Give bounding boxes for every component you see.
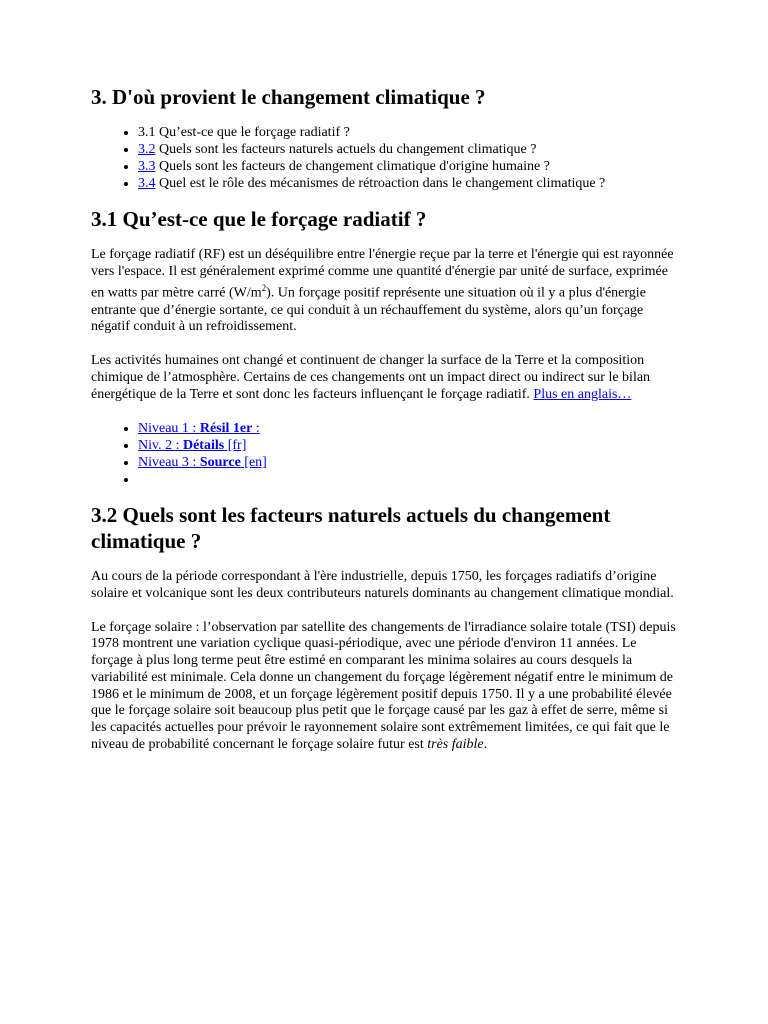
toc-item-text: 3.1 Qu’est-ce que le forçage radiatif ? [138, 125, 350, 140]
level-3-link[interactable] [138, 455, 267, 470]
section-3-1-paragraph-2 [91, 353, 677, 403]
link-bold: Source [199, 455, 241, 471]
section-3-2-paragraph-1: Au cours de la période correspondant à l'ère industrielle, depuis 1750, les forçages radiatifs d’origine solaire et volcanique sont les deux contributeurs naturels dominants au changement climatique mondial. [91, 569, 674, 601]
paragraph-text: ). Un forçage positif représente une situation où il y a plus d'énergie entrante que d’énergie sortante, ce qui conduit à un réchauffement du système, alors qu’un forçage négatif conduit à un refroidissement. [91, 286, 646, 335]
toc-item-3-2 [138, 141, 677, 158]
level-1-link[interactable] [138, 421, 260, 436]
empty-list-item [138, 471, 677, 488]
level-links-list [91, 420, 677, 488]
toc-item-3-1 [138, 124, 677, 141]
level-2-item [138, 437, 677, 454]
section-3-2-heading: 3.2 Quels sont les facteurs naturels actuels du changement climatique ? [91, 503, 611, 554]
toc-item-3-3 [138, 158, 677, 175]
level-1-item [138, 420, 677, 437]
toc-link-3-2[interactable]: 3.2 [138, 142, 156, 157]
level-2-link[interactable] [138, 438, 246, 453]
table-of-contents [91, 124, 677, 192]
section-3-1-paragraph-1 [91, 247, 677, 336]
toc-link-3-3[interactable]: 3.3 [138, 159, 156, 174]
emphasis-text: très faible [427, 736, 484, 752]
paragraph-end: . [483, 736, 488, 752]
toc-link-3-4[interactable]: 3.4 [138, 176, 156, 191]
toc-item-text: Quel est le rôle des mécanismes de rétroaction dans le changement climatique ? [155, 176, 606, 191]
more-in-english-link[interactable]: Plus en anglais… [533, 386, 632, 402]
toc-item-text: Quels sont les facteurs de changement climatique d'origine humaine ? [155, 159, 550, 174]
link-bold: Détails [182, 438, 225, 454]
link-suffix: : [252, 421, 260, 437]
paragraph-text: Le forçage solaire : l’observation par satellite des changements de l'irradiance solaire totale (TSI) depuis 1978 montrent une variation cyclique quasi-périodique, avec une période d'environ 11 années. Le forçage à plus long terme peut être estimé en comparant les minima solaires au cours desquels la variabilité est minimale. Cela donne un changement du forçage légèrement négatif entre le minimum de 1986 et le minimum de 2008, et un forçage légèrement positif depuis 1750. Il y a une probabilité élevée que le forçage solaire soit beaucoup plus petit que le forçage causé par les gaz à effet de serre, même si les capacités actuelles pour prévoir le rayonnement solaire sont extrêmement limitées, ce qui fait que le niveau de probabilité concernant le forçage solaire futur est [91, 619, 676, 752]
paragraph-text: Les activités humaines ont changé et continuent de changer la surface de la Terre et la composition chimique de l’atmosphère. Certains de ces changements ont un impact direct ou indirect sur le bilan énergétique de la Terre et sont donc les facteurs influençant le forçage radiatif. [91, 353, 651, 402]
link-prefix: Niv. 2 : [138, 438, 183, 454]
link-suffix: [fr] [224, 438, 247, 454]
level-3-item [138, 454, 677, 471]
superscript: 2 [261, 283, 267, 294]
toc-item-text: Quels sont les facteurs naturels actuels du changement climatique ? [155, 142, 537, 157]
section-3-2-paragraph-2 [91, 620, 677, 754]
paragraph-text: Le forçage radiatif (RF) est un déséquilibre entre l'énergie reçue par la terre et l'énergie qui est rayonnée vers l'espace. Il est généralement exprimé comme une quantité d'énergie par unité de surface, exprimée en watts par mètre carré (W/m [91, 247, 674, 302]
toc-item-3-4 [138, 175, 677, 192]
link-suffix: [en] [240, 455, 267, 471]
section-3-1-heading: 3.1 Qu’est-ce que le forçage radiatif ? [91, 207, 427, 231]
link-bold: Résil 1er [199, 421, 253, 437]
link-prefix: Niveau 1 : [138, 421, 200, 437]
link-prefix: Niveau 3 : [138, 455, 200, 471]
page-title: 3. D'où provient le changement climatique ? [91, 85, 486, 109]
